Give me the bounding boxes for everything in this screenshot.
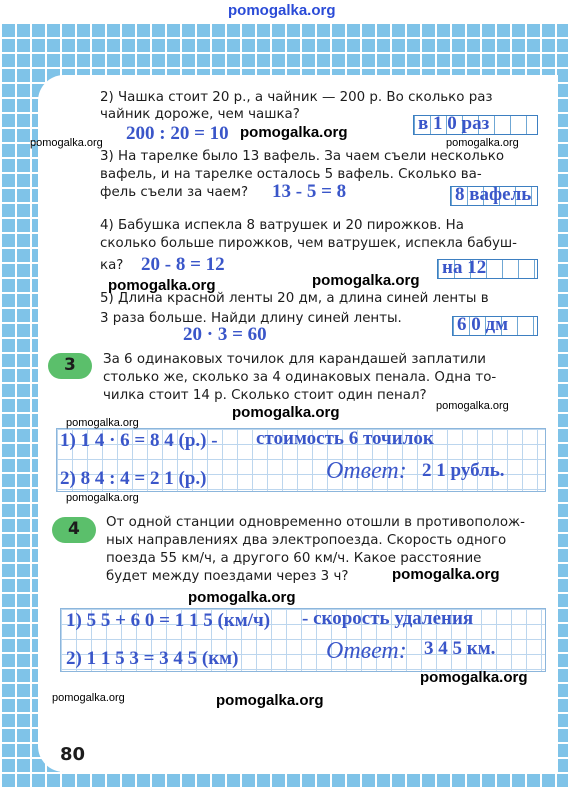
watermark: pomogalka.org	[232, 404, 340, 421]
task4-answer-box	[437, 259, 538, 279]
task3-answer-box	[450, 186, 538, 206]
task5-solution: 20 · 3 = 60	[183, 324, 267, 345]
task2-answer: в 1 0 раз	[418, 113, 490, 134]
task4-answer: на 12	[442, 257, 487, 278]
watermark: pomogalka.org	[188, 589, 296, 606]
task4-line2: сколько больше пирожков, чем ватрушек, испекла бабуш-	[100, 236, 517, 251]
watermark: pomogalka.org	[216, 692, 324, 709]
task4-line3: ка?	[100, 258, 124, 273]
task3-line2: вафель, и на тарелке осталось 5 вафель. Сколько ва-	[100, 167, 482, 182]
watermark: pomogalka.org	[240, 124, 348, 141]
watermark: pomogalka.org	[392, 566, 500, 583]
problem3-line1: За 6 одинаковых точилок для карандашей заплатили	[103, 352, 486, 367]
problem4-answer-label: Ответ:	[326, 638, 407, 664]
problem3-answer-value: 2 1 рубль.	[422, 460, 505, 481]
task3-line3: фель съели за чаем?	[100, 185, 249, 200]
task4-line1: 4) Бабушка испекла 8 ватрушек и 20 пирожков. На	[100, 218, 464, 233]
problem3-step2: 2) 8 4 : 4 = 2 1 (р.)	[60, 468, 207, 489]
problem3-number: 3	[64, 355, 76, 375]
watermark: pomogalka.org	[446, 137, 519, 149]
task5-line2: 3 раза больше. Найди длину синей ленты.	[100, 311, 402, 326]
watermark: pomogalka.org	[108, 277, 216, 294]
problem4-step2: 2) 1 1 5 3 = 3 4 5 (км)	[66, 648, 239, 669]
problem4-line1: От одной станции одновременно отошли в противополож-	[106, 515, 525, 530]
problem3-line3: чилка стоит 14 р. Сколько стоит один пенал?	[103, 388, 427, 403]
problem4-line3: поезда 55 км/ч, а другого 60 км/ч. Какое расстояние	[106, 551, 482, 566]
problem4-step1-note: - скорость удаления	[302, 608, 474, 629]
watermark: pomogalka.org	[312, 272, 420, 289]
task3-answer: 8 вафель	[455, 184, 532, 205]
task3-solution: 13 - 5 = 8	[272, 181, 347, 202]
page-number: 80	[60, 744, 86, 765]
task2-line2: чайник дороже, чем чашка?	[100, 107, 300, 122]
watermark: pomogalka.org	[66, 417, 139, 429]
task2-line1: 2) Чашка стоит 20 р., а чайник — 200 р. Во сколько раз	[100, 90, 493, 105]
watermark: pomogalka.org	[436, 400, 509, 412]
problem4-number: 4	[68, 519, 80, 539]
watermark-top: pomogalka.org	[228, 2, 336, 19]
problem4-step1: 1) 5 5 + 6 0 = 1 1 5 (км/ч)	[66, 610, 271, 631]
task3-line1: 3) На тарелке было 13 вафель. За чаем съели несколько	[100, 149, 505, 164]
problem3-line2: столько же, сколько за 4 одинаковых пенала. Одна то-	[103, 370, 497, 385]
watermark: pomogalka.org	[66, 492, 139, 504]
problem4-answer-value: 3 4 5 км.	[424, 638, 496, 659]
watermark: pomogalka.org	[420, 669, 528, 686]
task5-answer-box	[452, 316, 538, 336]
watermark: pomogalka.org	[30, 137, 103, 149]
task2-solution: 200 : 20 = 10	[126, 123, 229, 144]
problem4-number-badge	[52, 517, 96, 543]
problem3-number-badge	[48, 353, 92, 379]
problem4-line4: будет между поездами через 3 ч?	[106, 569, 349, 584]
problem4-line2: ных направлениях два электропоезда. Скорость одного	[106, 533, 507, 548]
task4-solution: 20 - 8 = 12	[141, 254, 225, 275]
problem3-answer-label: Ответ:	[326, 458, 407, 484]
problem3-step1-note: стоимость 6 точилок	[256, 428, 434, 449]
watermark: pomogalka.org	[52, 692, 125, 704]
problem3-step1: 1) 1 4 · 6 = 8 4 (р.) -	[60, 430, 218, 451]
task2-answer-box	[413, 115, 538, 135]
task5-line1: 5) Длина красной ленты 20 дм, а длина синей ленты в	[100, 291, 489, 306]
task5-answer: 6 0 дм	[457, 314, 509, 335]
